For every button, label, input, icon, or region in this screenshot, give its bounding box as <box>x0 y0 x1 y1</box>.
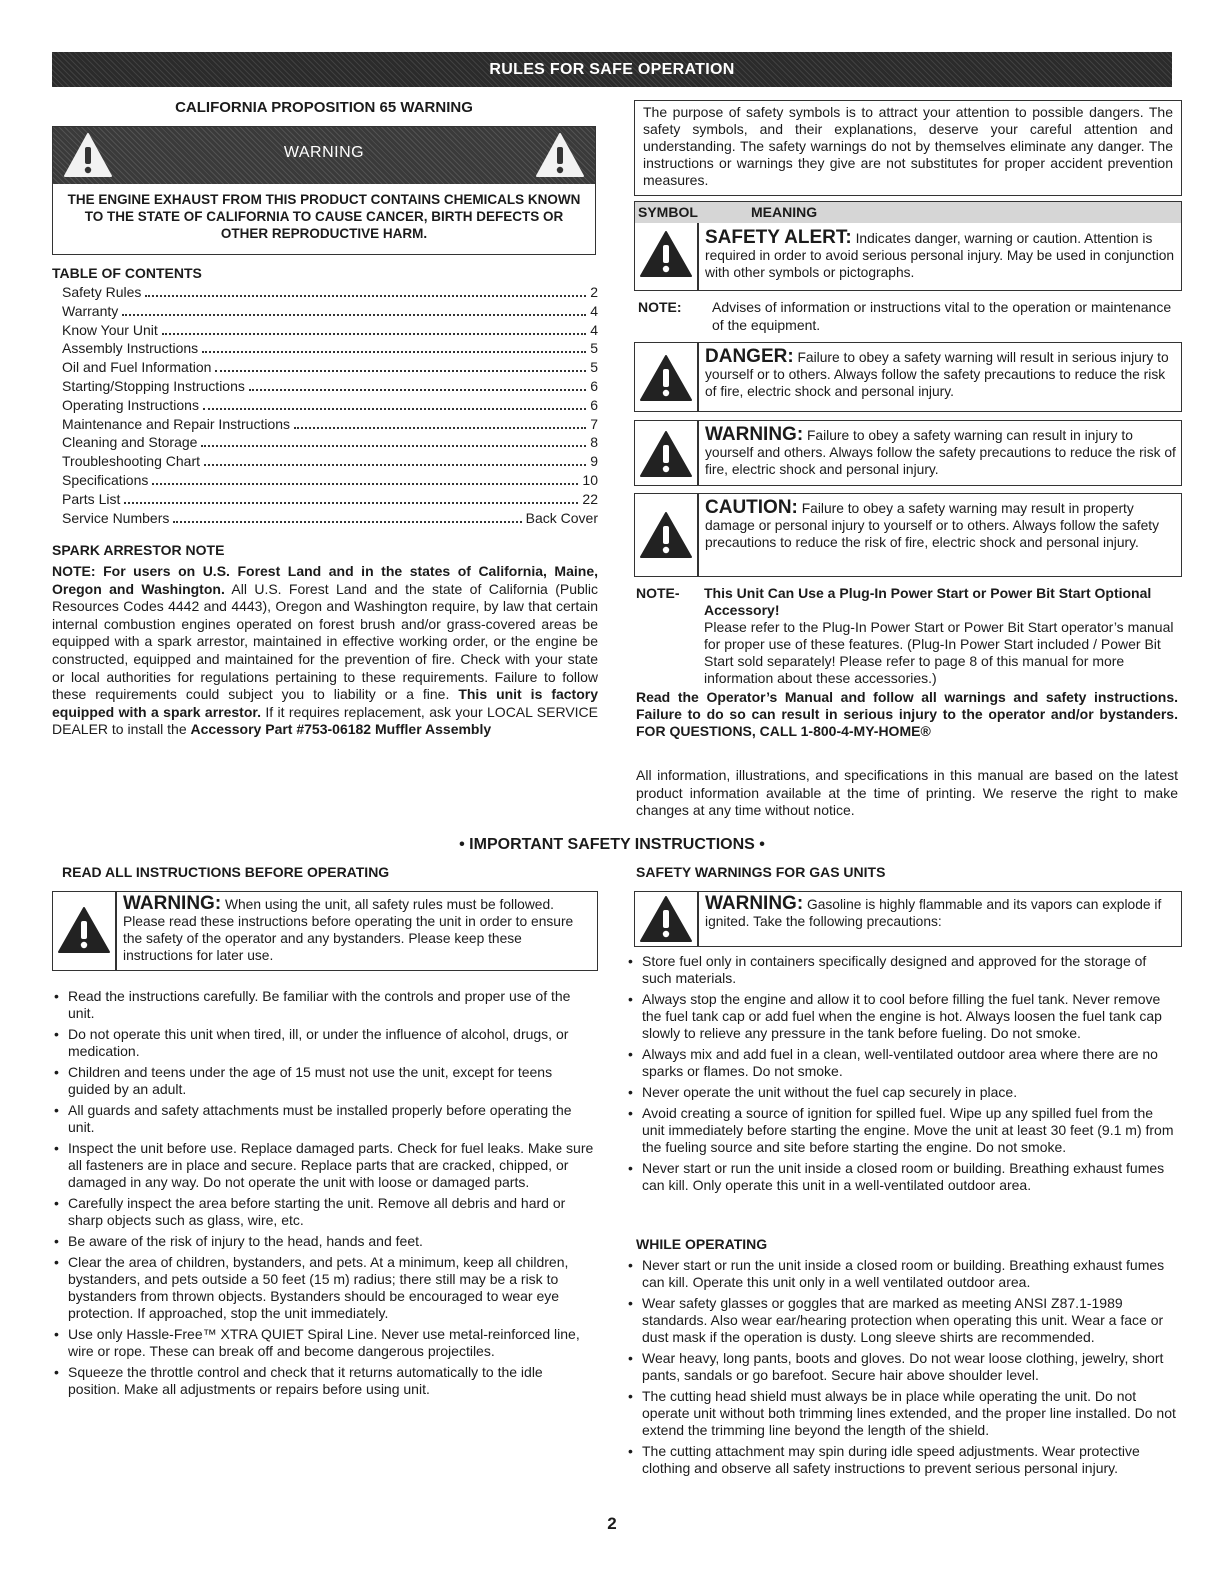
toc-leader-dots <box>162 332 586 335</box>
toc-entry-page: 10 <box>582 472 598 488</box>
toc-entry <box>62 453 598 472</box>
list-item: • Children and teens under the age of 15 must not use the unit, except for teens guided by an adult. <box>52 1064 598 1098</box>
prop65-warning-box <box>52 126 596 255</box>
warning-icon <box>639 895 693 943</box>
safety-symbols-purpose: The purpose of safety symbols is to attract your attention to possible dangers. The safety symbols, and their explanations, deserve your careful attention and understanding. The safety warnings do not by themselves eliminate any danger. The instructions or warnings they give are not substitutes for proper accident prevention measures. <box>634 100 1182 196</box>
danger-icon <box>639 354 693 402</box>
spark-text-1: All U.S. Forest Land and the state of California (Public Resources Codes 4442 and 4443), Oregon and Washington require, by law that certain internal combustion engines operated on forest brush and/or grass-covered areas be equipped with a spark arrestor, maintained in effective working order, or the engine be constructed, equipped and maintained for the prevention of fire. Check with your state or local authorities for regulations pertaining to these requirements. Failure to follow these requirements could subject you to liability or a fine. <box>52 580 598 703</box>
read-all-instructions-heading: READ ALL INSTRUCTIONS BEFORE OPERATING <box>62 864 390 880</box>
read-warning-title: WARNING: <box>123 893 222 914</box>
gas-safety-list <box>626 953 1178 1198</box>
toc-entry-page: 5 <box>590 359 598 376</box>
safety-alert-title: SAFETY ALERT: <box>705 227 852 248</box>
spark-heading: SPARK ARRESTOR NOTE <box>52 542 225 558</box>
toc-leader-dots <box>122 313 586 316</box>
toc-entry-label: Troubleshooting Chart <box>62 453 201 470</box>
note-label: NOTE: <box>638 299 682 315</box>
symbol-col-header: SYMBOL <box>638 204 698 220</box>
toc-entry-label: Maintenance and Repair Instructions <box>62 415 291 432</box>
list-item: • Carefully inspect the area before starting the unit. Remove all debris and hard or sharp objects such as glass, wire, etc. <box>52 1195 598 1229</box>
toc-entry-label: Warranty <box>62 302 119 319</box>
prop65-warning-text: THE ENGINE EXHAUST FROM THIS PRODUCT CONTAINS CHEMICALS KNOWN TO THE STATE OF CALIFORNIA TO CAUSE CANCER, BIRTH DEFECTS OR OTHER REPRODUCTIVE HARM. <box>67 192 581 241</box>
read-warning-box <box>52 891 598 971</box>
toc-entry-page: 9 <box>590 453 598 470</box>
warning-triangle-icon <box>535 132 585 178</box>
read-warning-text: When using the unit, all safety rules must be followed. Please read these instructions before operating the unit in order to ensure the safety of the operator and any bystanders. Please keep these instructions for later use. <box>123 897 574 963</box>
toc-entry <box>62 510 598 529</box>
toc-entry-page: 6 <box>590 396 598 413</box>
safety-alert-text: Indicates danger, warning or caution. Attention is required in order to avoid serious personal injury. May be used in conjunction with other symbols or pictographs. <box>705 231 1175 280</box>
page-number: 2 <box>607 1514 617 1533</box>
list-item: • Avoid creating a source of ignition for spilled fuel. Wipe up any spilled fuel from the unit immediately before starting the engine. Move the unit at least 30 feet (9.1 m) from the fueling source and site before starting the engine. Do not smoke. <box>626 1105 1178 1156</box>
toc-entry-page: Back Cover <box>525 509 598 526</box>
toc-leader-dots <box>203 407 586 410</box>
list-item: • The cutting attachment may spin during idle speed adjustments. Wear protective clothing and observe all safety instructions to prevent serious personal injury. <box>626 1443 1178 1477</box>
all-information-notice: All information, illustrations, and specifications in this manual are based on the latest product information available at the time of printing. We reserve the right to make changes at any time without notice. <box>636 767 1178 818</box>
prop65-heading: CALIFORNIA PROPOSITION 65 WARNING <box>175 99 473 116</box>
while-operating-heading: WHILE OPERATING <box>636 1236 768 1252</box>
list-item: • Never operate the unit without the fuel cap securely in place. <box>626 1084 1178 1101</box>
toc-leader-dots <box>173 520 521 523</box>
toc-entry-label: Specifications <box>62 472 149 488</box>
toc-entry-page: 5 <box>590 340 598 357</box>
caution-box <box>634 493 1182 577</box>
toc-entry <box>62 359 598 378</box>
toc-entry <box>62 416 598 435</box>
caution-title: CAUTION: <box>705 497 798 518</box>
toc-entry <box>62 340 598 359</box>
toc-entry-label: Assembly Instructions <box>62 340 199 357</box>
gas-warning-title: WARNING: <box>705 893 804 914</box>
danger-text: Failure to obey a safety warning will result in serious injury to yourself or to others. Always follow the safety precautions to reduce the risk of fire, electric shock and personal injury. <box>705 350 1169 399</box>
gas-units-heading: SAFETY WARNINGS FOR GAS UNITS <box>636 864 886 880</box>
gas-warning-text: Gasoline is highly flammable and its vapors can explode if ignited. Take the following precautions: <box>705 897 1162 929</box>
toc-leader-dots <box>249 388 586 391</box>
warning-icon <box>57 906 111 954</box>
toc-leader-dots <box>202 350 586 353</box>
read-warning-meaning <box>123 895 591 964</box>
caution-meaning <box>705 499 1177 551</box>
safety-alert-icon <box>639 230 693 278</box>
note2-text: Please refer to the Plug-In Power Start or Power Bit Start operator’s manual for proper use of these features. (Plug-In Power Start included / Power Bit Start sold separately! Please refer to page 8 of this manual for more information about these accessories.) <box>704 619 1174 686</box>
caution-text: Failure to obey a safety warning may result in property damage or personal injury to yourself or to others. Always follow the safety precautions to reduce the risk of fire, electric shock and personal injury. <box>705 501 1159 550</box>
toc-entry <box>62 284 598 303</box>
gas-warning-meaning <box>705 895 1175 930</box>
toc-entry-page: 2 <box>590 284 598 300</box>
toc-entry-page: 22 <box>582 490 598 507</box>
gas-warning-box <box>634 891 1182 947</box>
caution-icon <box>639 511 693 559</box>
warning-definition-box <box>634 420 1182 486</box>
list-item: • Wear heavy, long pants, boots and gloves. Do not wear loose clothing, jewelry, short pants, sandals or go barefoot. Secure hair above shoulder level. <box>626 1350 1178 1384</box>
toc-entry <box>62 491 598 510</box>
list-item: • Squeeze the throttle control and check that it returns automatically to the idle position. Make all adjustments or repairs before using unit. <box>52 1364 598 1398</box>
danger-box <box>634 342 1182 412</box>
toc-entry-label: Oil and Fuel Information <box>62 359 212 376</box>
spark-bold-2: This unit is factory equipped with a spark arrestor. <box>52 686 598 720</box>
warning-bar <box>53 127 595 184</box>
warning-def-title: WARNING: <box>705 424 804 445</box>
list-item: • Inspect the unit before use. Replace damaged parts. Check for fuel leaks. Make sure all fasteners are in place and secure. Replace parts that are cracked, chipped, or damaged in any way. Do not operate the unit with loose or damaged parts. <box>52 1140 598 1191</box>
list-item: • Store fuel only in containers specifically designed and approved for the storage of such materials. <box>626 953 1178 987</box>
warning-def-text: Failure to obey a safety warning can result in injury to yourself and others. Always follow the safety precautions to reduce the risk of fire, electric shock and personal injury. <box>705 428 1176 477</box>
section-banner: RULES FOR SAFE OPERATION <box>52 52 1172 87</box>
read-manual-notice: Read the Operator’s Manual and follow all warnings and safety instructions. Failure to do so can result in serious injury to the operator and/or bystanders. FOR QUESTIONS, CALL 1-800-4-MY-HOME® <box>636 689 1178 739</box>
spark-text-2: If it requires replacement, ask your LOCAL SERVICE DEALER to install the <box>52 703 599 738</box>
toc-entry <box>62 434 598 453</box>
list-item: • Clear the area of children, bystanders, and pets. At a minimum, keep all children, bystanders, and pets outside a 50 feet (15 m) radius; there still may be a risk to bystanders from thrown objects. Bystanders should be encouraged to wear eye protection. If approached, stop the unit immediately. <box>52 1254 598 1322</box>
toc-entry-label: Cleaning and Storage <box>62 434 198 451</box>
list-item: • Always mix and add fuel in a clean, well-ventilated outdoor area where there are no sparks or flames. Do not smoke. <box>626 1046 1178 1080</box>
toc-entry-page: 7 <box>590 415 598 432</box>
toc-entry <box>62 472 598 491</box>
toc-leader-dots <box>204 463 586 466</box>
spark-bold-1: NOTE: For users on U.S. Forest Land and in the states of California, Maine, Oregon and Washington. <box>52 563 598 597</box>
meaning-col-header: MEANING <box>751 204 818 220</box>
list-item: • Never start or run the unit inside a closed room or building. Breathing exhaust fumes can kill. Only operate this unit in a well-ventilated outdoor area. <box>626 1160 1178 1194</box>
toc-entry-label: Parts List <box>62 490 121 507</box>
danger-title: DANGER: <box>705 346 794 367</box>
safety-alert-meaning <box>705 229 1175 281</box>
toc-entry-page: 8 <box>590 434 598 451</box>
symbol-table <box>634 201 1182 291</box>
toc-entry <box>62 303 598 322</box>
toc-entry-label: Safety Rules <box>62 284 142 300</box>
note2-bold: This Unit Can Use a Plug-In Power Start or Power Bit Start Optional Accessory! <box>704 585 1152 618</box>
list-item: • All guards and safety attachments must be installed properly before operating the unit. <box>52 1102 598 1136</box>
toc-leader-dots <box>294 426 586 429</box>
toc-entry-page: 4 <box>590 302 598 319</box>
while-operating-list <box>626 1257 1178 1481</box>
danger-meaning <box>705 348 1177 400</box>
list-item: • Be aware of the risk of injury to the head, hands and feet. <box>52 1233 598 1250</box>
toc-entry-label: Starting/Stopping Instructions <box>62 378 245 394</box>
toc-entry-page: 4 <box>590 321 598 338</box>
symbol-table-header <box>635 202 1181 223</box>
toc-entry-label: Know Your Unit <box>62 321 158 338</box>
toc-leader-dots <box>152 482 578 485</box>
toc-leader-dots <box>215 369 586 372</box>
list-item: • Wear safety glasses or goggles that are marked as meeting ANSI Z87.1-1989 standards. Also wear ear/hearing protection when operating this unit. Wear a face or dust mask if the operation is dusty. Long sleeve shirts are recommended. <box>626 1295 1178 1346</box>
important-safety-heading: • IMPORTANT SAFETY INSTRUCTIONS • <box>459 836 765 853</box>
general-safety-list <box>52 988 598 1402</box>
warning-icon <box>639 430 693 478</box>
spark-bold-3: Accessory Part #753-06182 Muffler Assembly <box>190 721 492 738</box>
note-text: Advises of information or instructions vital to the operation or maintenance of the equipment. <box>712 299 1172 333</box>
list-item: • Always stop the engine and allow it to cool before filling the fuel tank. Never remove the fuel tank cap or add fuel when the engine is hot. Always loosen the fuel tank cap slowly to relieve any pressure in the tank before fueling. Do not smoke. <box>626 991 1178 1042</box>
toc-entry-label: Service Numbers <box>62 509 170 526</box>
spark-arrestor-note <box>52 563 598 739</box>
toc-entry <box>62 378 598 397</box>
list-item: • Use only Hassle-Free™ XTRA QUIET Spiral Line. Never use metal-reinforced line, wire or rope. These can break off and become dangerous projectiles. <box>52 1326 598 1360</box>
toc-heading: TABLE OF CONTENTS <box>52 265 202 281</box>
toc-entry <box>62 397 598 416</box>
list-item: • The cutting head shield must always be in place while operating the unit. Do not operate unit without both trimming lines extended, and the proper line installed. Do not extend the trimming line beyond the length of the shield. <box>626 1388 1178 1439</box>
list-item: • Never start or run the unit inside a closed room or building. Breathing exhaust fumes can kill. Operate this unit only in a well ventilated outdoor area. <box>626 1257 1178 1291</box>
toc-leader-dots <box>201 444 586 447</box>
toc-entry <box>62 322 598 341</box>
toc-leader-dots <box>124 501 578 504</box>
note2-label: NOTE- <box>636 585 680 601</box>
toc-entry-page: 6 <box>590 378 598 394</box>
list-item: • Read the instructions carefully. Be familiar with the controls and proper use of the unit. <box>52 988 598 1022</box>
list-item: • Do not operate this unit when tired, ill, or under the influence of alcohol, drugs, or medication. <box>52 1026 598 1060</box>
warning-meaning <box>705 426 1177 478</box>
toc-entry-label: Operating Instructions <box>62 396 199 413</box>
warning-bar-title: WARNING <box>283 144 365 161</box>
toc-leader-dots <box>145 294 586 297</box>
note2-body <box>704 585 1174 687</box>
